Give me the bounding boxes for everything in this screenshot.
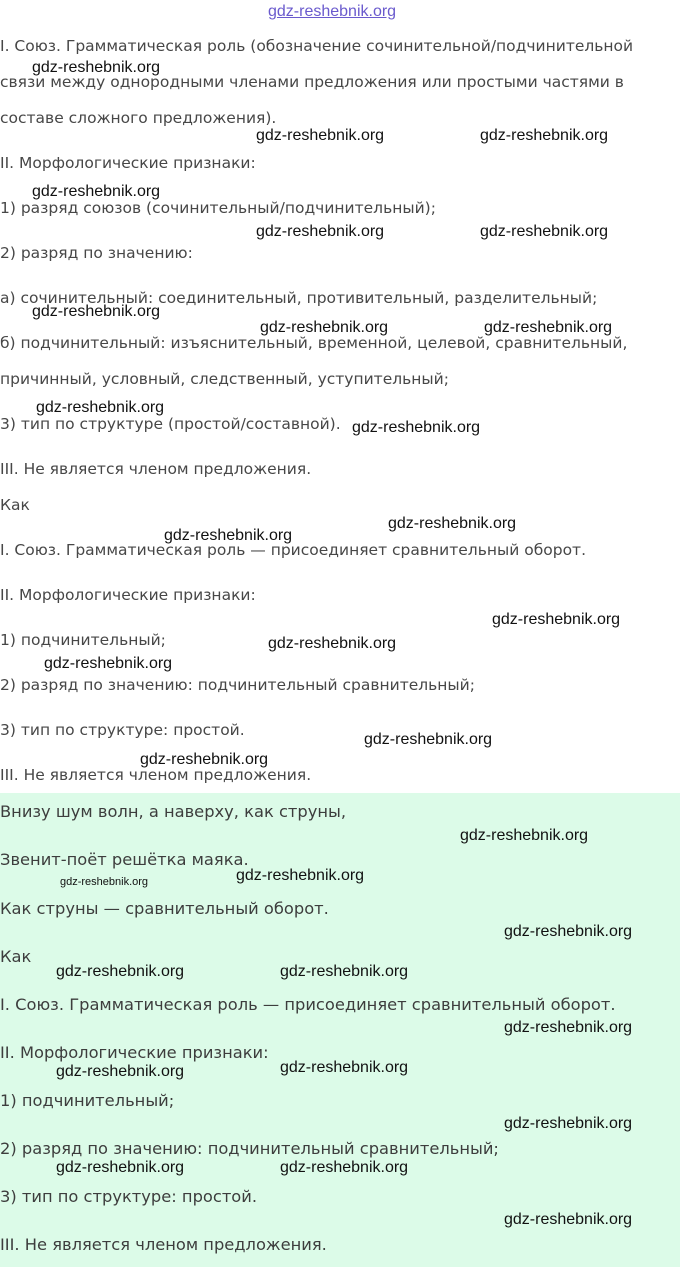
watermark[interactable]: gdz-reshebnik.org — [364, 731, 493, 748]
watermark[interactable]: gdz-reshebnik.org — [268, 635, 397, 652]
watermark[interactable]: gdz-reshebnik.org — [504, 923, 633, 940]
text-line: а) сочинительный: соединительный, противительный, разделительный; — [0, 289, 598, 307]
text-line: связи между однородными членами предложения или простыми частями в — [0, 73, 624, 91]
watermark[interactable]: gdz-reshebnik.org — [44, 655, 173, 672]
text-line: I. Союз. Грамматическая роль — присоединяет сравнительный оборот. — [0, 995, 616, 1014]
watermark[interactable]: gdz-reshebnik.org — [388, 515, 517, 532]
text-line: 1) разряд союзов (сочинительный/подчинительный); — [0, 199, 436, 217]
watermark[interactable]: gdz-reshebnik.org — [56, 963, 185, 980]
text-line: б) подчинительный: изъяснительный, временной, целевой, сравнительный, — [0, 334, 628, 352]
watermark[interactable]: gdz-reshebnik.org — [484, 319, 613, 336]
watermark[interactable]: gdz-reshebnik.org — [256, 223, 385, 240]
watermark[interactable]: gdz-reshebnik.org — [140, 751, 269, 768]
watermark[interactable]: gdz-reshebnik.org — [36, 399, 165, 416]
watermark[interactable]: gdz-reshebnik.org — [480, 223, 609, 240]
watermark[interactable]: gdz-reshebnik.org — [56, 1159, 185, 1176]
watermark[interactable]: gdz-reshebnik.org — [280, 1159, 409, 1176]
text-line: 1) подчинительный; — [0, 631, 166, 649]
watermark[interactable]: gdz-reshebnik.org — [480, 127, 609, 144]
watermark-top[interactable]: gdz-reshebnik.org — [268, 3, 397, 20]
watermark[interactable]: gdz-reshebnik.org — [460, 827, 589, 844]
text-line: 2) разряд по значению: подчинительный сравнительный; — [0, 1139, 499, 1158]
text-line: III. Не является членом предложения. — [0, 766, 312, 784]
text-line: Как — [0, 496, 30, 514]
watermark[interactable]: gdz-reshebnik.org — [256, 127, 385, 144]
text-line: II. Морфологические признаки: — [0, 586, 256, 604]
text-line: Звенит-поёт решётка маяка. — [0, 850, 249, 869]
watermark[interactable]: gdz-reshebnik.org — [280, 1059, 409, 1076]
text-line: 3) тип по структуре: простой. — [0, 721, 245, 739]
answer-highlight-box — [0, 793, 680, 1267]
text-line: II. Морфологические признаки: — [0, 154, 256, 172]
text-line: 2) разряд по значению: подчинительный сравнительный; — [0, 676, 475, 694]
watermark[interactable]: gdz-reshebnik.org — [56, 1063, 185, 1080]
text-line: составе сложного предложения). — [0, 109, 277, 127]
watermark[interactable]: gdz-reshebnik.org — [260, 319, 389, 336]
watermark[interactable]: gdz-reshebnik.org — [32, 59, 161, 76]
watermark[interactable]: gdz-reshebnik.org — [504, 1115, 633, 1132]
text-line: III. Не является членом предложения. — [0, 460, 312, 478]
watermark[interactable]: gdz-reshebnik.org — [236, 867, 365, 884]
watermark[interactable]: gdz-reshebnik.org — [32, 303, 161, 320]
text-line: Как — [0, 947, 32, 966]
text-line: Внизу шум волн, а наверху, как струны, — [0, 802, 347, 821]
text-line: II. Морфологические признаки: — [0, 1043, 269, 1062]
text-line: III. Не является членом предложения. — [0, 1235, 327, 1254]
text-line: 2) разряд по значению: — [0, 244, 193, 262]
text-line: I. Союз. Грамматическая роль (обозначение сочинительной/подчинительной — [0, 37, 634, 55]
text-line: 1) подчинительный; — [0, 1091, 175, 1110]
watermark[interactable]: gdz-reshebnik.org — [352, 419, 481, 436]
watermark[interactable]: gdz-reshebnik.org — [492, 611, 621, 628]
text-line: 3) тип по структуре (простой/составной). — [0, 415, 341, 433]
text-line: I. Союз. Грамматическая роль — присоединяет сравнительный оборот. — [0, 541, 587, 559]
watermark[interactable]: gdz-reshebnik.org — [32, 183, 161, 200]
watermark[interactable]: gdz-reshebnik.org — [280, 963, 409, 980]
text-line: 3) тип по структуре: простой. — [0, 1187, 258, 1206]
watermark[interactable]: gdz-reshebnik.org — [504, 1019, 633, 1036]
text-line: причинный, условный, следственный, уступительный; — [0, 370, 449, 388]
watermark[interactable]: gdz-reshebnik.org — [164, 527, 293, 544]
text-line: Как струны — сравнительный оборот. — [0, 899, 329, 918]
watermark[interactable]: gdz-reshebnik.org — [504, 1211, 633, 1228]
watermark[interactable]: gdz-reshebnik.org — [60, 876, 149, 888]
